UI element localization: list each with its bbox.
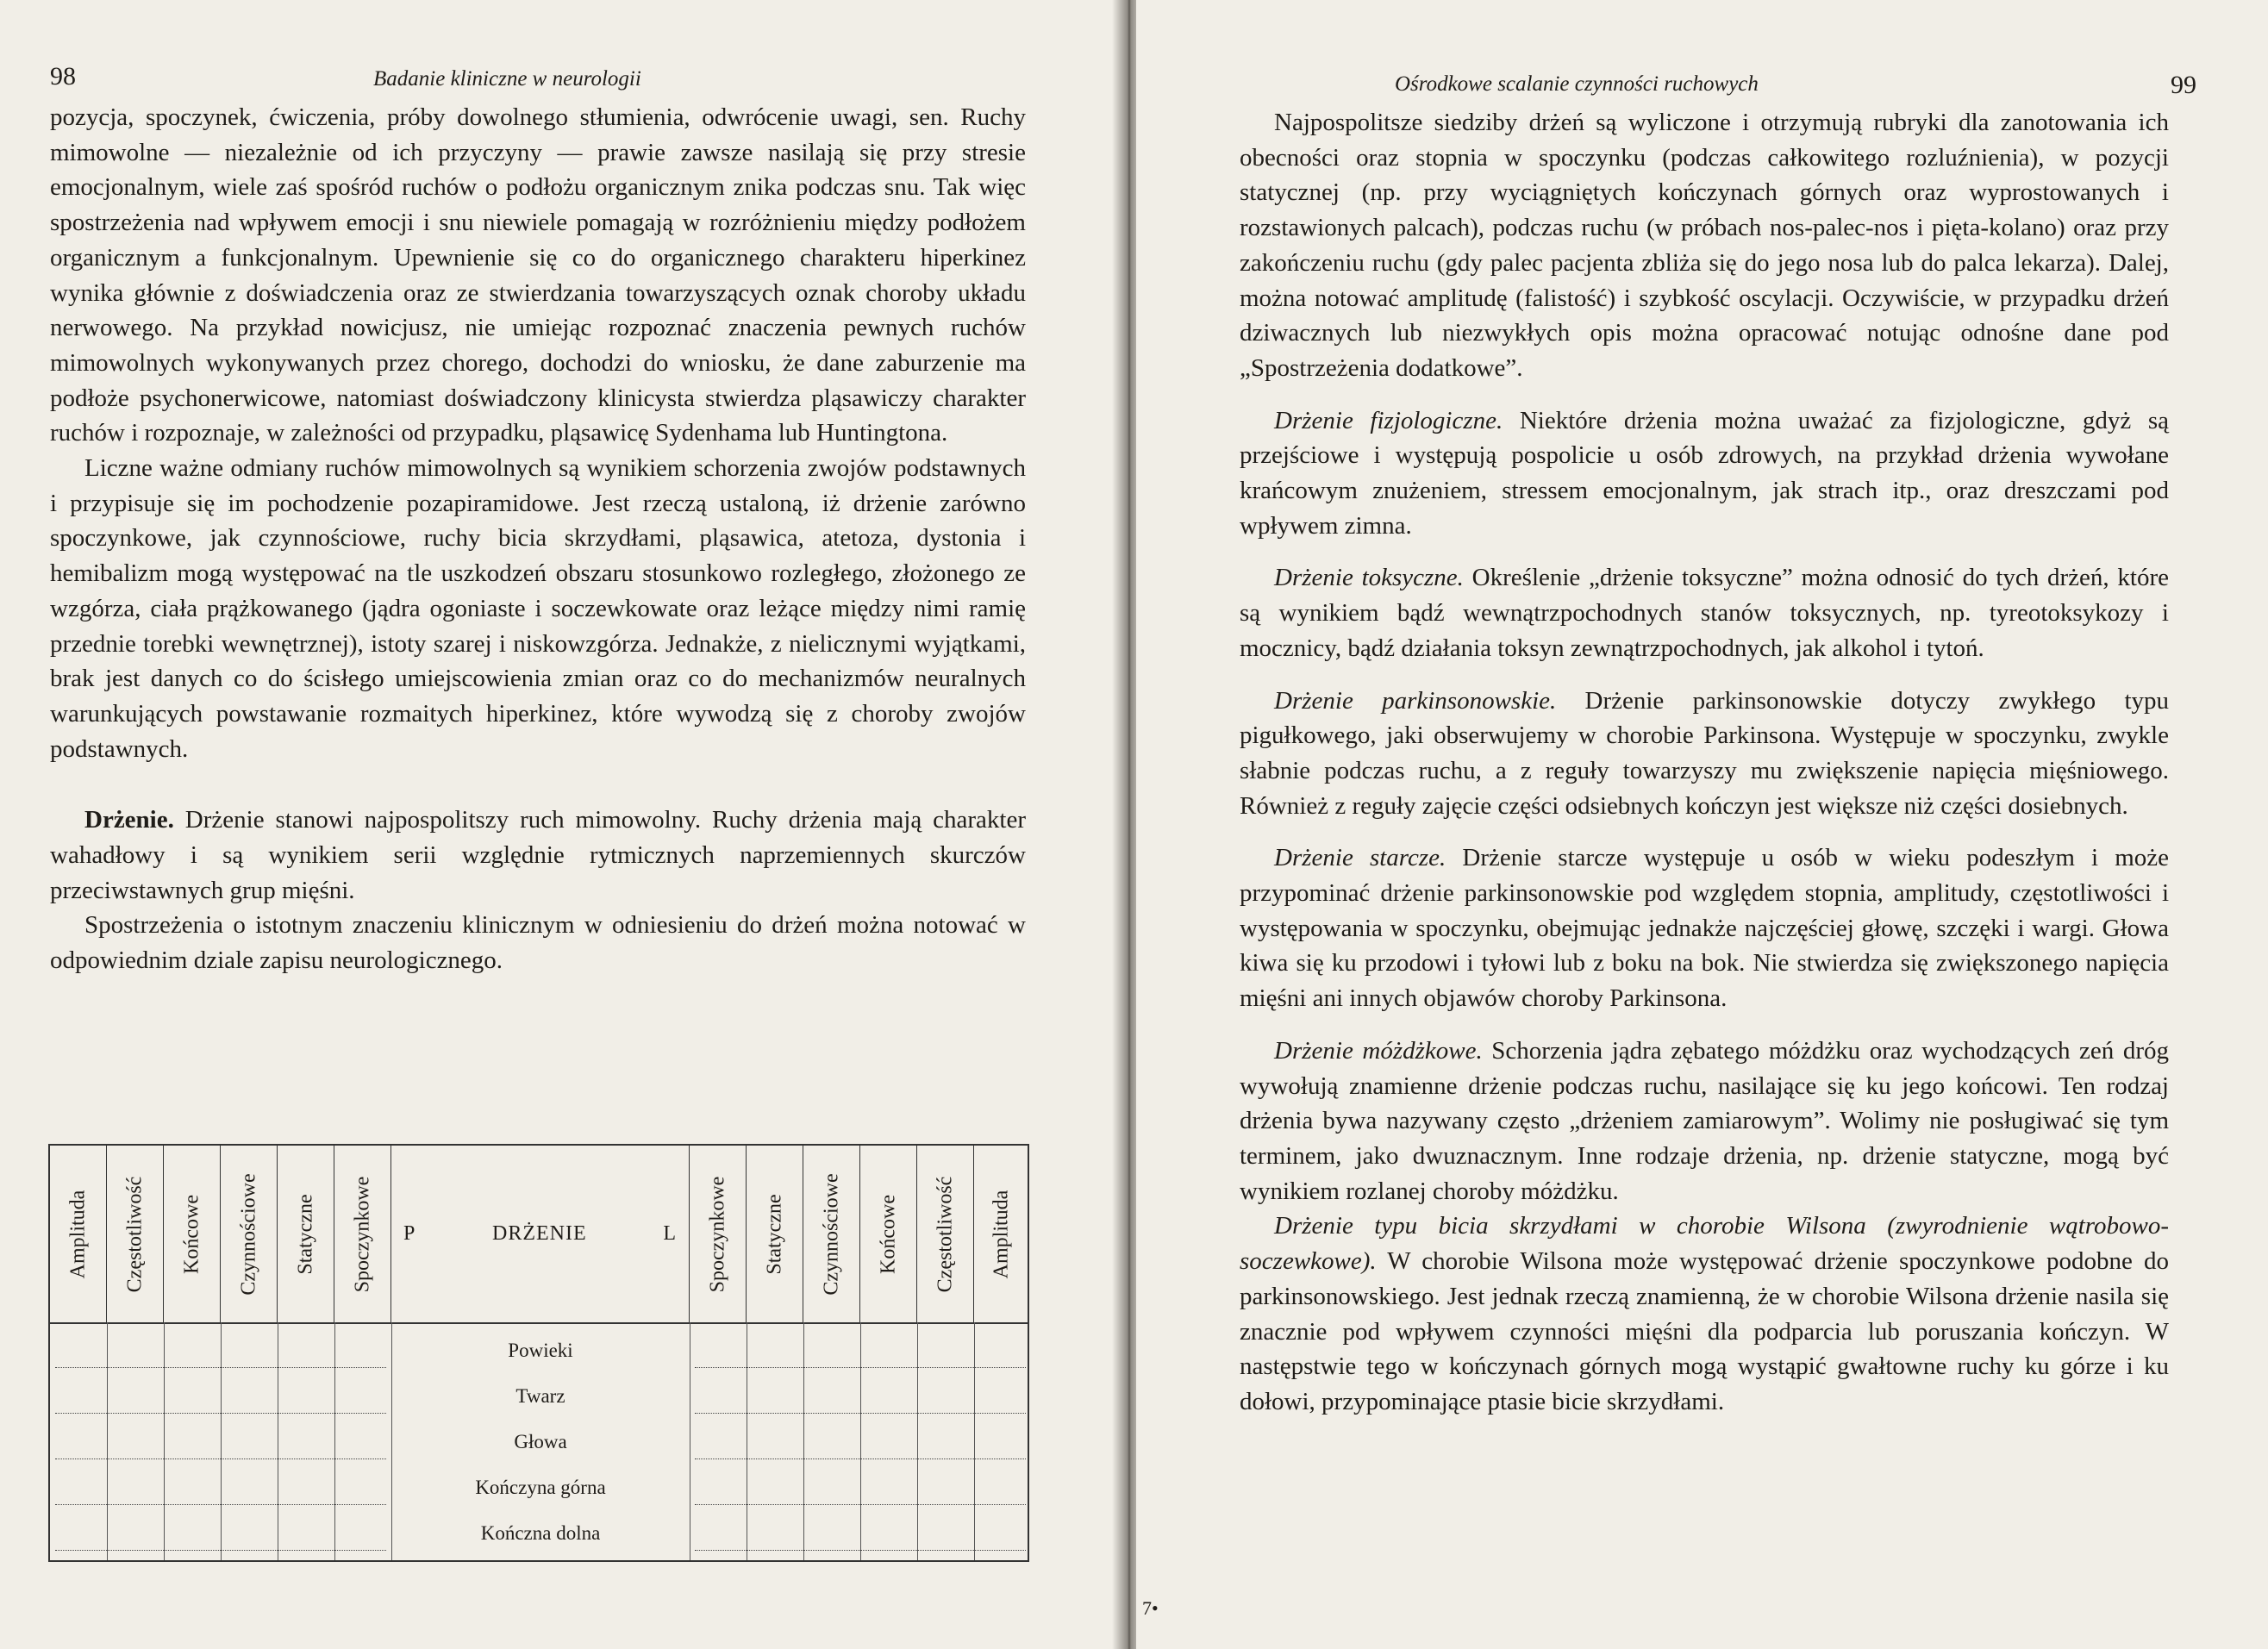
running-head: Ośrodkowe scalanie czynności ruchowych [1395, 72, 1759, 96]
section-text: Schorzenia jądra zębatego móżdżku oraz wychodzących zeń dróg wywołują znamienne drżenie podczas ruchu, nasilające się ku jego końcowi. Ten rodzaj drżenia bywa nazywany często „drżeniem zamiarowym”. Wolimy nie posługiwać się tym terminem, jako dwuznacznym. Inne rodzaje drżenia, np. drżenie statyczne, mogą być wynikiem rozlanej choroby móżdżku. [1240, 1036, 2169, 1205]
header-cell: Statyczne [278, 1146, 334, 1322]
section-title: Drżenie móżdżkowe. [1274, 1036, 1483, 1065]
tremor-section [1240, 403, 2169, 544]
signature-mark: 7• [1142, 1597, 1159, 1619]
section-title: Drżenie toksyczne. [1274, 564, 1464, 592]
tremor-record-table [48, 1144, 1029, 1562]
paragraph: Liczne ważne odmiany ruchów mimowolnych są wynikiem schorzenia zwojów podstawnych i przypisuje się im pochodzenie pozapiramidowe. Jest rzeczą ustaloną, iż drżenie zarówno spoczynkowe, jak czynnościowe, ruchy bicia skrzydłami, pląsawica, atetoza, dystonia i hemibalizm mogą występować na tle uszkodzeń obszaru stosunkowo rozległego, złożonego ze wzgórza, ciała prążkowanego (jądra ogoniaste i soczewkowate oraz leżące między nimi ramię przednie torebki wewnętrznej), istoty szarej i niskowzgórza. Jednakże, z nielicznymi wyjątkami, brak jest danych co do ścisłego umiejscowienia zmian oraz co do mechanizmów neuralnych warunkujących powstawanie rozmaitych hiperkinez, które wywodzą się z choroby zwojów podstawnych. [50, 454, 1026, 763]
header-cell: Czynnościowe [221, 1146, 278, 1322]
paragraph: Najpospolitsze siedziby drżeń są wyliczone i otrzymują rubryki dla zanotowania ich obecności oraz stopnia w spoczynku (podczas całkowitego rozluźnienia), w pozycji statycznej (np. przy wyciągniętych kończynach górnych oraz wyprostowanych i rozstawionych palcach), podczas ruchu (w próbach nos-palec-nos i pięta-kolano) oraz przy zakończeniu ruchu (gdy palec pacjenta zbliża się do jego nosa lub do palca lekarza). Dalej, można notować amplitudę (falistość) i szybkość oscylacji. Oczywiście, w przypadku drżeń dziwacznych lub niezwykłych opis można opracować notując odnośne dane pod „Spostrzeżenia dodatkowe”. [1240, 109, 2169, 382]
left-body-text [50, 100, 1026, 978]
header-cell: Czynnościowe [803, 1146, 860, 1322]
header-cell: Częstotliwość [917, 1146, 974, 1322]
section-title: Drżenie typu bicia skrzydłami w chorobie Wilsona (zwyrodnienie wątrobowo-soczewkowe). [1240, 1212, 2169, 1276]
header-cell: Końcowe [164, 1146, 221, 1322]
section-heading: Drżenie. [84, 806, 174, 834]
table-row [50, 1466, 1028, 1512]
section-text: Drżenie stanowi najpospolitszy ruch mimowolny. Ruchy drżenia mają charakter wahadłowy i są wynikiem serii względnie rytmicznych naprzemiennych skurczów przeciwstawnych grup mięśni. [50, 806, 1026, 904]
row-label: Głowa [514, 1431, 567, 1452]
side-p: P [403, 1222, 416, 1245]
page-number: 99 [2171, 71, 2196, 99]
side-l: L [663, 1222, 677, 1245]
row-label: Twarz [515, 1385, 565, 1407]
tremor-section [1240, 1034, 2169, 1209]
section-text: Drżenie parkinsonowskie dotyczy zwykłego typu pigułkowego, jaki obserwujemy w chorobie Parkinsona. Występuje w spoczynku, zwykle słabnie podczas ruchu, a z reguły towarzyszy mu zwiększenie napięcia mięśniowego. Również z reguły zajęcie części odsiebnych kończyn jest większe niż części dosiebnych. [1240, 686, 2169, 820]
header-cell: Spoczynkowe [334, 1146, 391, 1322]
table-row [50, 1375, 1028, 1421]
section-title: Drżenie fizjologiczne. [1274, 406, 1503, 434]
running-head: Badanie kliniczne w neurologii [373, 67, 641, 91]
section-text: Drżenie starcze występuje u osób w wieku podeszłym i może przypominać drżenie parkinsonowskie pod względem stopnia, amplitudy, częstotliwości i występowania w spoczynku, obejmując jednakże najczęściej głowę, szczęki i wargi. Głowa kiwa się ku przodowi i tyłowi lub z boku na bok. Nie stwierdza się zwiększonego napięcia mięśni ani innych objawów choroby Parkinsona. [1240, 844, 2169, 1013]
tremor-paragraph [50, 803, 1026, 908]
tremor-section [1240, 560, 2169, 665]
left-page [0, 0, 1121, 1649]
table-row [50, 1329, 1028, 1375]
table-title: DRŻENIE [492, 1222, 587, 1245]
tremor-section [1240, 684, 2169, 824]
section-text: Określenie „drżenie toksyczne” można odnosić do tych drżeń, które są wynikiem bądź wewnątrzpochodnych stanów toksycznych, np. tyreotoksykozy i mocznicy, bądź działania toksyn zewnątrzpochodnych, jak alkohol i tytoń. [1240, 564, 2169, 662]
tremor-section [1240, 1209, 2169, 1419]
table-center-title [391, 1146, 690, 1322]
section-text: Niektóre drżenia można uważać za fizjologiczne, gdyż są przejściowe i występują pospolicie u osób zdrowych, na przykład drżenia wywołane krańcowym znużeniem, stressem emocjonalnym, jak strach itp., oraz dreszczami pod wpływem zimna. [1240, 406, 2169, 540]
header-cell: Częstotliwość [107, 1146, 164, 1322]
row-label: Kończna dolna [480, 1522, 601, 1544]
paragraph: pozycja, spoczynek, ćwiczenia, próby dowolnego stłumienia, odwrócenie uwagi, sen. Ruchy mimowolne — niezależnie od ich przyczyny — prawie zawsze nasilają się przy stresie emocjonalnym, wiele zaś spośród ruchów o podłożu organicznym znika podczas snu. Tak więc spostrzeżenia nad wpływem emocji i snu niewiele pomagają w rozróżnieniu między podłożem organicznym a funkcjonalnym. Upewnienie się co do organicznego charakteru hiperkinez wynika głównie z doświadczenia oraz ze stwierdzania towarzyszących oznak choroby układu nerwowego. Na przykład nowicjusz, nie umiejąc rozpoznać znaczenia pewnych ruchów mimowolnych wykonywanych przez chorego, dochodzi do wniosku, że dane zaburzenie ma podłoże psychonerwicowe, natomiast doświadczony klinicysta stwierdza pląsawiczy charakter ruchów i rozpoznaje, w zależności od przypadku, pląsawicę Sydenhama lub Huntingtona. [50, 103, 1026, 447]
right-body-text [1240, 105, 2169, 1420]
paragraph: Spostrzeżenia o istotnym znaczeniu klinicznym w odniesieniu do drżeń można notować w odpowiednim dziale zapisu neurologicznego. [50, 911, 1026, 975]
section-title: Drżenie parkinsonowskie. [1274, 686, 1557, 715]
left-page-header [50, 62, 1041, 100]
row-label: Kończyna górna [475, 1477, 606, 1498]
right-page-header [1222, 67, 2214, 105]
header-cell: Amplituda [990, 1190, 1013, 1278]
tremor-section [1240, 840, 2169, 1016]
header-cell: Spoczynkowe [690, 1146, 747, 1322]
section-title: Drżenie starcze. [1274, 844, 1446, 872]
row-label: Powieki [508, 1340, 573, 1361]
table-row [50, 1512, 1028, 1558]
table-header-row [50, 1146, 1028, 1324]
header-cell: Statyczne [747, 1146, 803, 1322]
table-row [50, 1421, 1028, 1466]
page-number: 98 [50, 62, 76, 91]
header-cell: Końcowe [860, 1146, 917, 1322]
right-page [1136, 0, 2268, 1649]
header-cell: Amplituda [50, 1146, 107, 1322]
section-text: W chorobie Wilsona może występować drżenie spoczynkowe podobne do parkinsonowskiego. Jest jednak rzeczą znamienną, że w chorobie Wilsona drżenie nasila się znacznie pod wpływem czynności mięśni dla podparcia lub poruszania kończyn. W następstwie tego w kończynach górnych mogą wystąpić gwałtowne ruchy ku górze i ku dołowi, przypominające ptasie bicie skrzydłami. [1240, 1247, 2169, 1415]
